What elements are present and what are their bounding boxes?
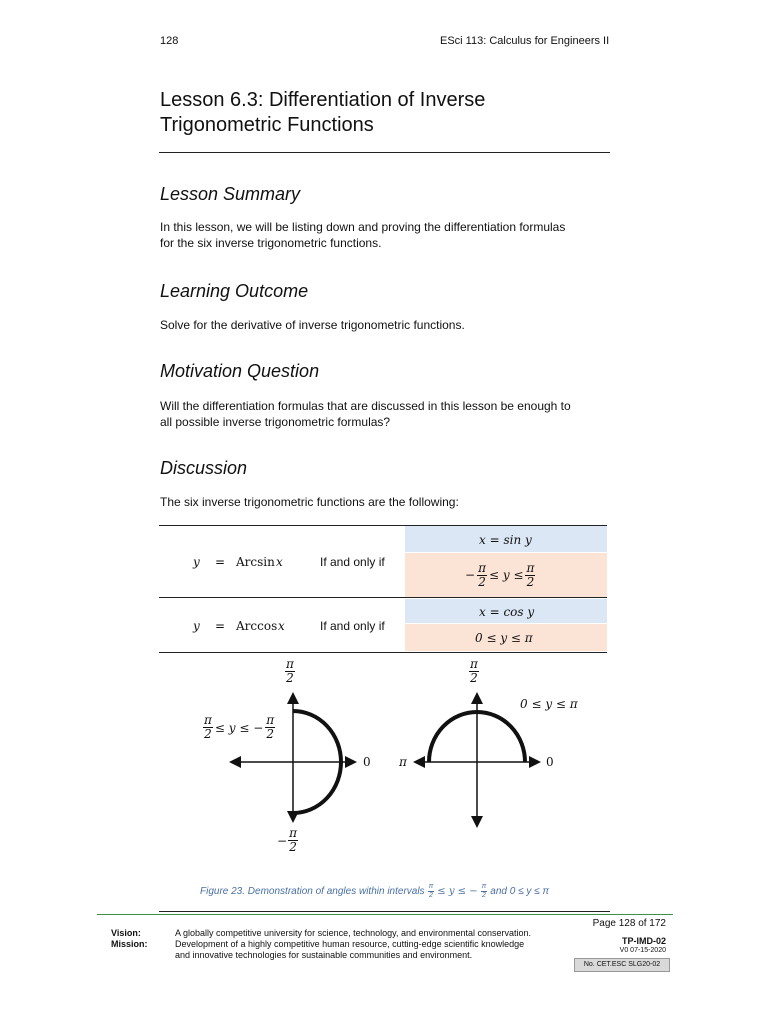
fraction-num: π (428, 883, 434, 890)
arccos-iff: If and only if (320, 619, 385, 633)
fraction (285, 658, 295, 685)
left-zero-label: 0 (363, 755, 371, 769)
fraction (428, 883, 435, 900)
arcsin-func: Arcsin (236, 555, 275, 569)
fraction (288, 827, 298, 854)
lesson-title-line1: Lesson 6.3: Differentiation of Inverse (160, 89, 486, 111)
caption-and: and 0 ≤ y ≤ π (490, 886, 550, 897)
arcsin-x: x (276, 555, 283, 569)
figure-caption (200, 883, 549, 900)
discussion-heading: Discussion (160, 458, 248, 478)
fraction-num: π (470, 657, 478, 671)
summary-heading: Lesson Summary (160, 184, 301, 204)
fraction-num: π (526, 560, 535, 575)
fraction-num: π (478, 560, 486, 575)
doc-version: V0 07-15-2020 (619, 947, 666, 954)
arccos-y: y (193, 619, 200, 633)
fraction (203, 714, 213, 741)
arccos-condition: x = cos y (479, 605, 535, 619)
arccos-func: Arccos (236, 619, 278, 633)
arcsin-condition: x = sin y (479, 533, 532, 547)
discussion-text: The six inverse trigonometric functions are the following: (160, 495, 459, 509)
arcsin-iff: If and only if (320, 555, 385, 569)
arccos-range: 0 ≤ y ≤ π (475, 631, 533, 645)
fraction-den: 2 (428, 892, 433, 899)
outcome-heading: Learning Outcome (160, 281, 309, 301)
arccos-x: x (278, 619, 285, 633)
motivation-heading: Motivation Question (160, 361, 320, 381)
right-pi-label: π (399, 755, 407, 769)
fraction-den: 2 (286, 671, 294, 685)
fraction-den: 2 (266, 727, 275, 741)
caption-text: Figure 23. Demonstration of angles within intervals (200, 886, 425, 897)
range-minus: − (465, 568, 476, 582)
right-range-label: 0 ≤ y ≤ π (520, 697, 578, 711)
mission-text: Development of a highly competitive human resource, cutting-edge scientific knowledge (175, 939, 525, 949)
fraction (265, 714, 275, 741)
course-title: ESci 113: Calculus for Engineers II (440, 35, 610, 47)
motivation-line: Will the differentiation formulas that are discussed in this lesson be enough to (160, 399, 571, 413)
fraction-num: π (286, 657, 294, 671)
fraction-num: π (266, 713, 275, 727)
footer-statements (175, 928, 575, 961)
mission-text: and innovative technologies for sustainable communities and environment. (175, 950, 473, 960)
motivation-line: all possible inverse trigonometric formulas? (160, 415, 391, 429)
fraction-num: π (204, 713, 212, 727)
fraction-num: π (481, 883, 487, 890)
range-mid: ≤ y ≤ (488, 568, 524, 582)
left-bottom-label (277, 827, 298, 854)
summary-line: In this lesson, we will be listing down and proving the differentiation formulas (160, 220, 566, 234)
caption-range: ≤ y ≤ − (437, 886, 478, 897)
fraction-den: 2 (470, 671, 478, 685)
vision-label: Vision: (111, 928, 141, 938)
vision-text: A globally competitive university for science, technology, and environmental conservation. (175, 928, 532, 938)
fraction (469, 658, 479, 685)
right-top-label (469, 658, 479, 685)
footer-labels (111, 928, 148, 950)
outcome-text: Solve for the derivative of inverse trigonometric functions. (160, 318, 465, 332)
range-mid: ≤ y ≤ − (214, 720, 264, 735)
lesson-title-line2: Trigonometric Functions (160, 114, 374, 136)
mission-label: Mission: (111, 939, 148, 949)
fraction-den: 2 (204, 727, 212, 741)
left-range-label (203, 714, 275, 741)
fraction (481, 883, 488, 900)
left-top-label (285, 658, 295, 685)
caption-divider (159, 911, 610, 912)
fraction-den: 2 (481, 892, 486, 899)
control-number-badge: No. CET.ESC SLG20-02 (574, 958, 670, 972)
page-number: 128 (160, 35, 179, 47)
summary-line: for the six inverse trigonometric functions. (160, 236, 382, 250)
fraction-den: 2 (526, 574, 535, 589)
fraction-num: π (289, 826, 297, 840)
right-zero-label: 0 (546, 755, 554, 769)
range-minus: − (277, 833, 288, 848)
page-of-label: Page 128 of 172 (592, 918, 666, 929)
footer-rule (97, 914, 673, 915)
arcsin-equals: = (215, 555, 226, 569)
arcsin-y: y (193, 555, 200, 569)
doc-code: TP-IMD-02 (621, 936, 666, 946)
fraction-den: 2 (478, 574, 486, 589)
fraction-den: 2 (289, 840, 297, 854)
arccos-equals: = (215, 619, 226, 633)
